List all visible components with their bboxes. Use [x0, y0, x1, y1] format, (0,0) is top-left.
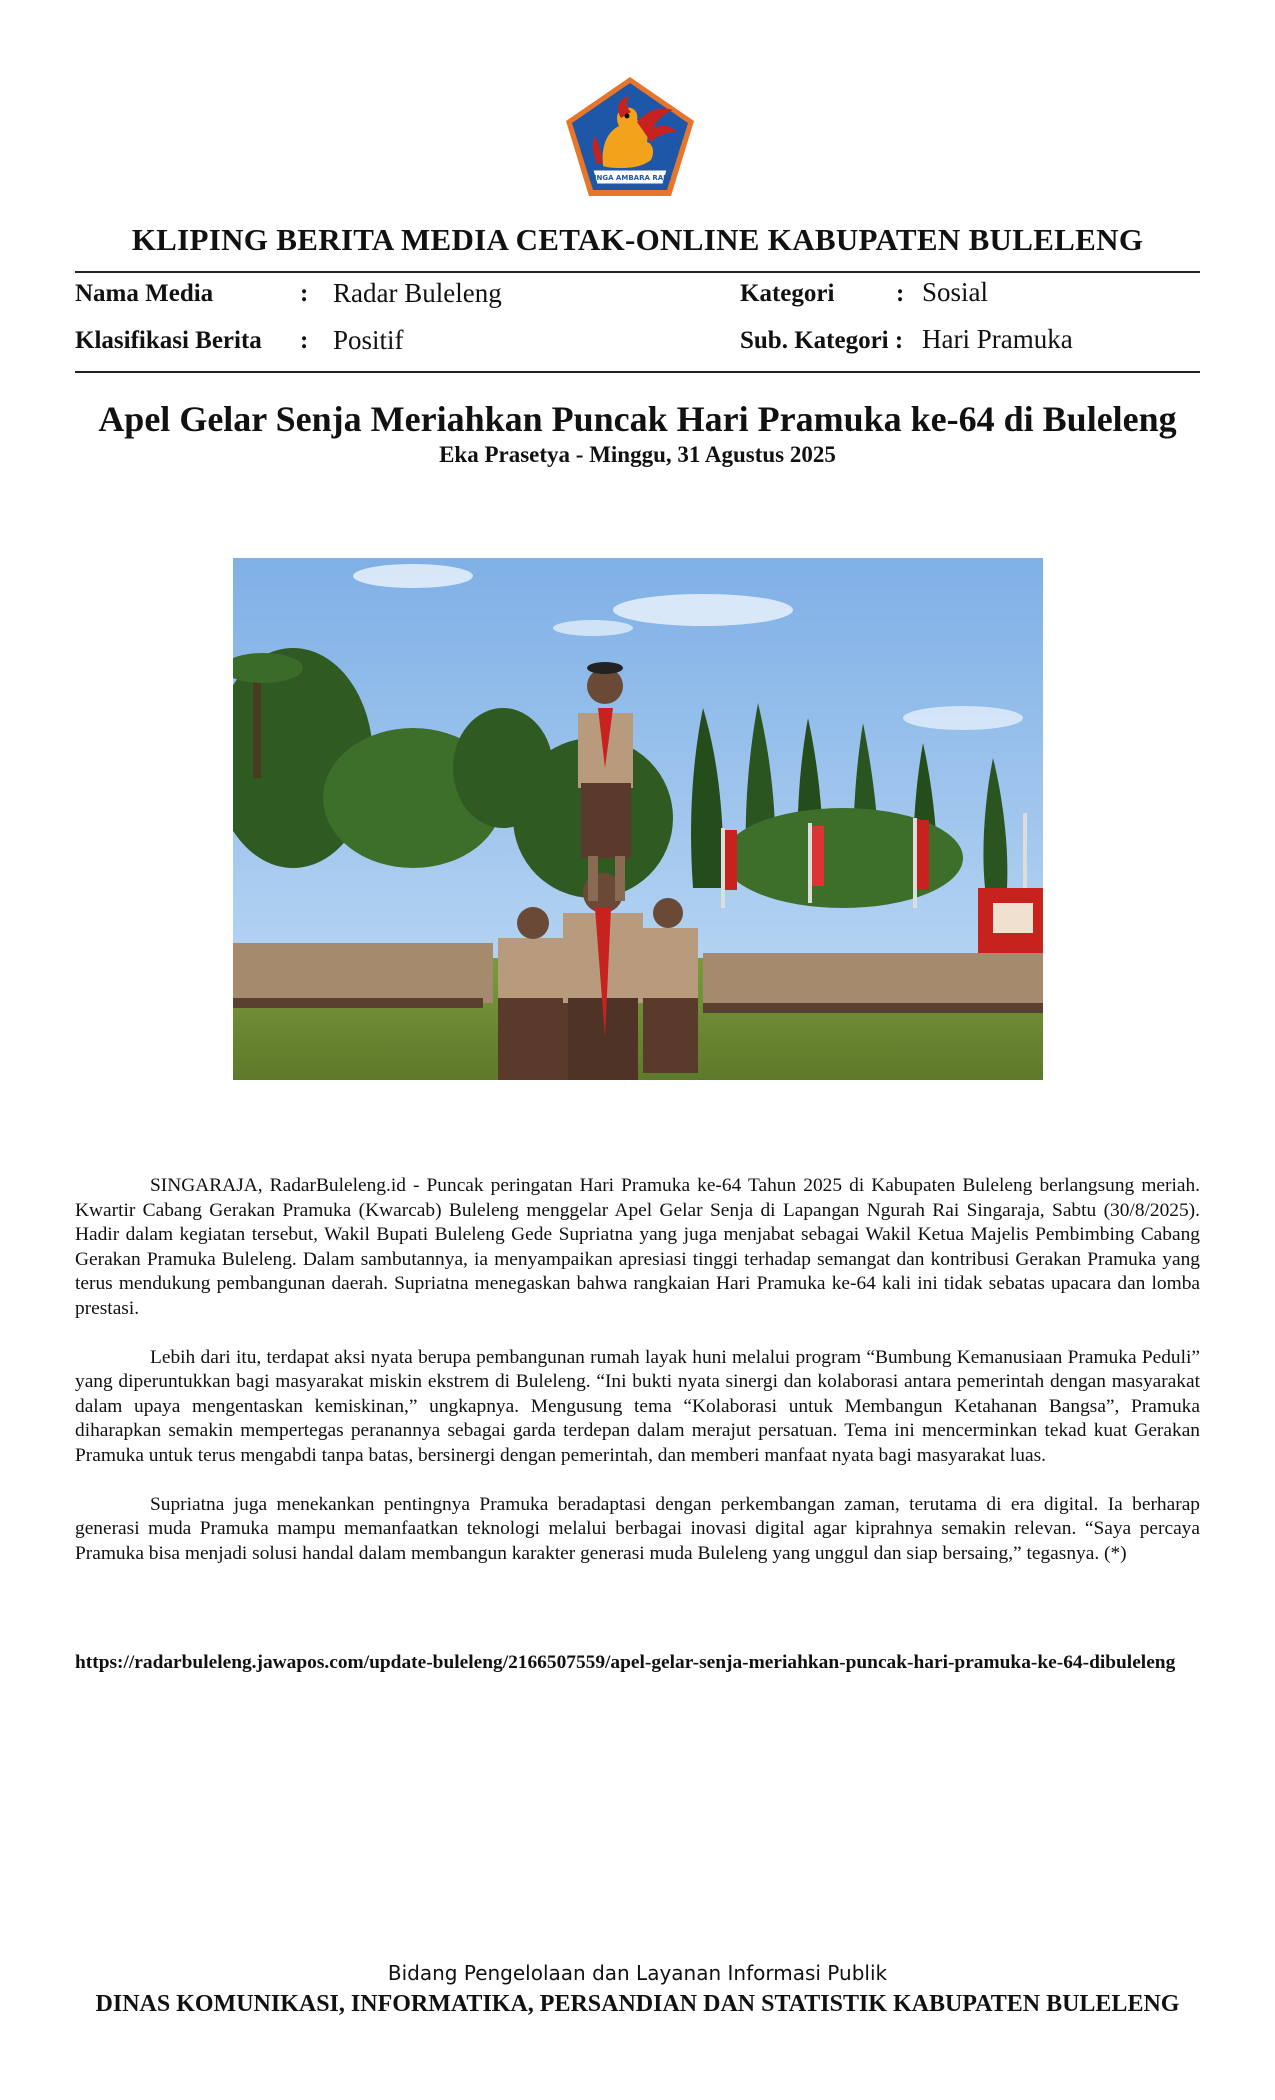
article-body [75, 1174, 1200, 1590]
header-divider-bottom [75, 371, 1200, 373]
klasifikasi-value: Positif [333, 325, 404, 355]
footer-division: Bidang Pengelolaan dan Layanan Informasi Publik [387, 1961, 888, 1985]
article-paragraph: Supriatna juga menekankan pentingnya Pramuka beradaptasi dengan perkembangan zaman, terutama di era digital. Ia berharap generasi muda Pramuka mampu memanfaatkan teknologi melalui berbagai inovasi digital agar kiprahnya semakin relevan. “Saya percaya Pramuka bisa menjadi solusi handal dalam membangun karakter generasi muda Buleleng yang unggul dan siap bersaing,” tegasnya. (*) [75, 1493, 1200, 1564]
article-byline: Eka Prasetya - Minggu, 31 Agustus 2025 [439, 442, 836, 467]
media-name-label: Nama Media [75, 280, 214, 307]
header-divider-top [75, 271, 1200, 273]
emblem-motto: SINGA AMBARA RAJA [588, 174, 672, 182]
article-photo [233, 558, 1043, 1080]
article-paragraph: SINGARAJA, RadarBuleleng.id - Puncak peringatan Hari Pramuka ke-64 Tahun 2025 di Kabupaten Buleleng berlangsung meriah. Kwartir Cabang Gerakan Pramuka (Kwarcab) Buleleng menggelar Apel Gelar Senja di Lapangan Ngurah Rai Singaraja, Sabtu (30/8/2025). Hadir dalam kegiatan tersebut, Wakil Bupati Buleleng Gede Supriatna yang juga menjabat sebagai Wakil Ketua Majelis Pembimbing Cabang Gerakan Pramuka Buleleng. Dalam sambutannya, ia menyampaikan apresiasi tinggi terhadap semangat dan kontribusi Gerakan Pramuka yang terus mendukung pembangunan daerah. Supriatna menegaskan bahwa rangkaian Hari Pramuka ke-64 kali ini tidak sebatas upacara dan lomba prestasi. [75, 1175, 1200, 1319]
kategori-label: Kategori [740, 280, 835, 307]
source-url-link[interactable]: https://radarbuleleng.jawapos.com/update-buleleng/2166507559/apel-gelar-senja-meriahkan-puncak-hari-pramuka-ke-64-dibuleleng [75, 1652, 1176, 1673]
media-name-value: Radar Buleleng [333, 278, 502, 308]
media-name-colon: : [300, 280, 309, 307]
scout-pyramid-photo [233, 558, 1043, 1080]
klasifikasi-colon: : [300, 327, 309, 354]
article-paragraph: Lebih dari itu, terdapat aksi nyata berupa pembangunan rumah layak huni melalui program “Bumbung Kemanusiaan Pramuka Peduli” yang diperuntukkan bagi masyarakat miskin ekstrem di Buleleng. “Ini bukti nyata sinergi dan kolaborasi antara pemerintah dengan masyarakat dalam upaya mengentaskan kemiskinan,” ungkapnya. Mengusung tema “Kolaborasi untuk Membangun Ketahanan Bangsa”, Pramuka diharapkan semakin mempertegas peranannya sebagai garda terdepan dalam merajut persatuan. Tema ini mencerminkan tekad kuat Gerakan Pramuka untuk terus mengabdi tanpa batas, bersinergi dengan pemerintah, dan memberi manfaat nyata bagi masyarakat luas. [75, 1346, 1200, 1466]
subkategori-label: Sub. Kategori : [740, 327, 904, 354]
regency-logo [563, 74, 697, 200]
buleleng-regency-emblem-icon [563, 74, 697, 200]
article-title: Apel Gelar Senja Meriahkan Puncak Hari Pramuka ke-64 di Buleleng [98, 399, 1177, 439]
kategori-value: Sosial [922, 277, 989, 307]
subkategori-value: Hari Pramuka [922, 324, 1073, 354]
document-header-title: KLIPING BERITA MEDIA CETAK-ONLINE KABUPATEN BULELENG [131, 222, 1144, 257]
kategori-colon: : [896, 280, 905, 307]
klasifikasi-label: Klasifikasi Berita [75, 327, 262, 354]
footer-agency: DINAS KOMUNIKASI, INFORMATIKA, PERSANDIAN DAN STATISTIK KABUPATEN BULELENG [95, 1991, 1180, 2017]
